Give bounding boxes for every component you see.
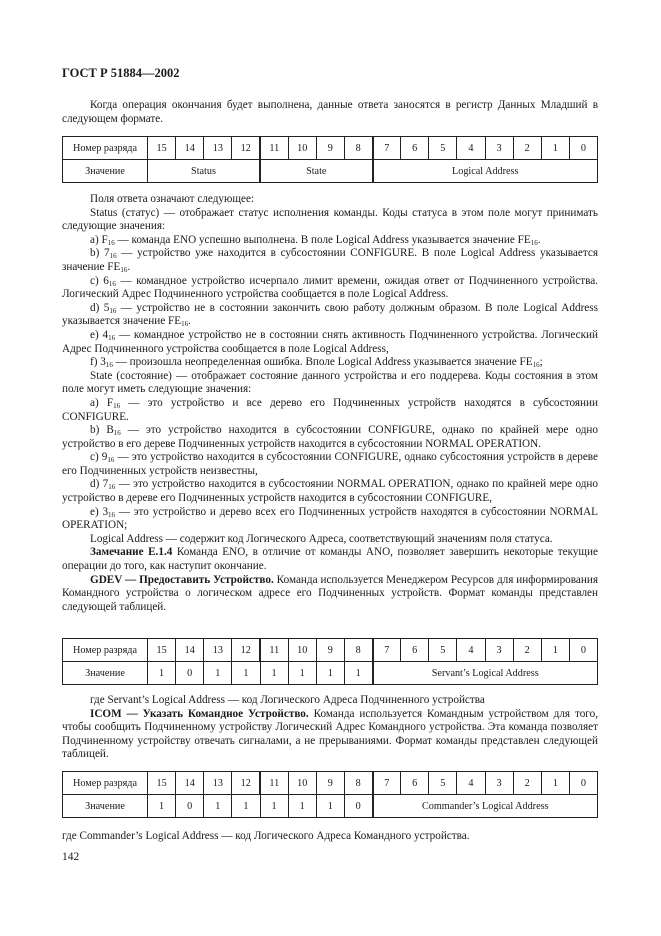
- table-cell: 1: [288, 795, 316, 818]
- list-item: b) $B_{16}$ — это устройство находится в субсостоянии CONFIGURE, однако по крайней мере одно устройство в его дереве Подчиненных устройств находится в субсостоянии NORMAL OPERATION.: [62, 424, 599, 450]
- table-cell: 3: [485, 639, 513, 662]
- table-cell: 8: [344, 137, 372, 160]
- table-cell: 15: [148, 772, 176, 795]
- table-cell: 1: [260, 662, 288, 685]
- table-cell: 11: [260, 772, 288, 795]
- table-cell: 7: [373, 137, 401, 160]
- table-cell: Значение: [63, 795, 148, 818]
- table-cell: 12: [232, 639, 260, 662]
- table-cell: 1: [148, 795, 176, 818]
- table-cell: 7: [373, 772, 401, 795]
- table-row: [63, 662, 598, 685]
- table-cell: 1: [204, 795, 232, 818]
- table-cell: 8: [344, 639, 372, 662]
- table-cell: 11: [260, 639, 288, 662]
- table-cell: Номер разряда: [63, 639, 148, 662]
- table-cell: 4: [457, 772, 485, 795]
- table-cell: Значение: [63, 160, 148, 183]
- table-cell: 13: [204, 772, 232, 795]
- table-cell: 1: [541, 137, 569, 160]
- table-cell: 10: [288, 772, 316, 795]
- table-cell: 1: [260, 795, 288, 818]
- table-cell: 2: [513, 772, 541, 795]
- status-field-cell: Status: [148, 160, 261, 183]
- table-cell: 0: [176, 795, 204, 818]
- table-cell: 0: [569, 772, 597, 795]
- table-cell: 4: [457, 639, 485, 662]
- gdev-format-table: [62, 638, 598, 685]
- list-item: c) $6_{16}$ — командное устройство исчерпало лимит времени, ожидая ответ от Подчиненного устройства. Логический Адрес Подчиненного устройства сообщается в поле Logical Address.: [62, 274, 598, 301]
- state-field-cell: State: [260, 160, 373, 183]
- icom-paragraph: ICOM — Указать Командное Устройство. Команда используется Командным устройством для того, чтобы сообщить Подчиненному устройству Логический Адрес Командного устройства. Эта команда позволяет Подчиненному устройству отвечать сигналами, а не прерываниями. Формат команды представлен следующей таблицей.: [62, 707, 598, 761]
- table-cell: 1: [541, 772, 569, 795]
- list-item: c) $9_{16}$ — это устройство находится в субсостоянии CONFIGURE, однако субсостояния устройств в дереве его Подчиненных устройств неизвестны,: [62, 451, 598, 477]
- logical-address-field-cell: Logical Address: [373, 160, 598, 183]
- table-cell: 12: [232, 772, 260, 795]
- list-item: d) $5_{16}$ — устройство не в состоянии закончить свою работу должным образом. В поле Logical Address указывается значение $FE_{16}$.: [62, 301, 598, 329]
- table-cell: 7: [373, 639, 401, 662]
- table-cell: 12: [232, 137, 260, 160]
- table-row: [63, 795, 598, 818]
- table-row: [63, 137, 598, 160]
- table-cell: 6: [401, 639, 429, 662]
- table-cell: 5: [429, 137, 457, 160]
- table-cell: 1: [148, 662, 176, 685]
- table-cell: Значение: [63, 662, 148, 685]
- table-cell: 1: [204, 662, 232, 685]
- icom-format-table: [62, 771, 598, 818]
- table-cell: 1: [232, 795, 260, 818]
- table-cell: 3: [485, 137, 513, 160]
- table-row: [63, 772, 598, 795]
- table-cell: 9: [316, 639, 344, 662]
- table-cell: 13: [204, 137, 232, 160]
- table-cell: 1: [232, 662, 260, 685]
- list-item: f) $3_{16}$ — произошла неопределенная ошибка. Вполе Logical Address указывается значение $FE_{16}$;: [90, 356, 543, 370]
- table-cell: 0: [176, 662, 204, 685]
- list-item: b) $7_{16}$ — устройство уже находится в субсостоянии CONFIGURE. В поле Logical Address указывается значение $FE_{16}$.: [62, 247, 598, 274]
- table-cell: Номер разряда: [63, 772, 148, 795]
- table-cell: 5: [429, 772, 457, 795]
- table-cell: 5: [429, 639, 457, 662]
- page-number: 142: [62, 851, 80, 863]
- list-item: e) $4_{16}$ — командное устройство не в состоянии снять активность Подчиненного устройства. Логический Адрес Подчиненного устройства сообщается в поле Logical Address,: [62, 328, 598, 355]
- table-cell: 10: [288, 137, 316, 160]
- table-cell: Номер разряда: [63, 137, 148, 160]
- table-cell: 1: [288, 662, 316, 685]
- table-cell: 0: [344, 795, 372, 818]
- table-cell: 2: [513, 137, 541, 160]
- list-item: e) $3_{16}$ — это устройство и дерево всех его Подчиненных устройств находятся в субсостоянии NORMAL OPERATION;: [62, 505, 598, 532]
- table-cell: 1: [541, 639, 569, 662]
- table-cell: 9: [316, 772, 344, 795]
- standard-header: ГОСТ Р 51884—2002: [62, 66, 180, 80]
- gdev-paragraph: GDEV — Предоставить Устройство. Команда используется Менеджером Ресурсов для информирования Командного устройства о логическом адресе его Подчиненных устройств. Формат команды представлен следующей таблицей.: [62, 573, 598, 613]
- table-cell: 1: [316, 795, 344, 818]
- list-item: a) $F_{16}$ — команда ENO успешно выполнена. В поле Logical Address указывается значение $FE_{16}$.: [90, 233, 541, 247]
- table-cell: 15: [148, 137, 176, 160]
- table-cell: 4: [457, 137, 485, 160]
- intro-paragraph: Когда операция окончания будет выполнена, данные ответа заносятся в регистр Данных Младший в следующем формате.: [62, 99, 598, 125]
- response-format-table: [62, 136, 598, 183]
- note-paragraph: Замечание Е.1.4 Команда ENO, в отличие от команды ANO, позволяет завершить некоторые текущие операции до того, как наступит окончание.: [62, 546, 599, 573]
- closing-line: где Commander’s Logical Address — код Логического Адреса Командного устройства.: [62, 830, 470, 842]
- table-cell: 2: [513, 639, 541, 662]
- table-cell: 9: [316, 137, 344, 160]
- table-cell: 14: [176, 639, 204, 662]
- icom-block: где Servant’s Logical Address — код Логического Адреса Подчиненного устройства ICOM — Указать Командное Устройство. Команда используется Командным устройством для того, чтобы сообщить Подчиненному устройству Логический Адрес Командного устройства. Эта команда позволяет Подчиненному устройству отвечать сигналами, а не прерываниями. Формат команды представлен следующей таблицей.: [62, 694, 598, 761]
- table-cell: 0: [569, 137, 597, 160]
- field-description-block: Поля ответа означают следующее: Status (статус) — отображает статус исполнения команды. Коды статуса в этом поле могут принимать следующие значения: a) $F_{16}$ — команда ENO успешно выполнена. В поле Logical Address указывается значение $FE_{16}$. b) $7_{16}$ — устройство уже находится в субсостоянии CONFIGURE. В поле Logical Address указывается значение $FE_{16}$. c) $6_{16}$ — командное устройство исчерпало лимит времени, ожидая ответ от Подчиненного устройства. Логический Адрес Подчиненного устройства сообщается в поле Logical Address. d) $5_{16}$ — устройство не в состоянии закончить свою работу должным образом. В поле Logical Address указывается значение $FE_{16}$. e) $4_{16}$ — командное устройство не в состоянии снять активность Подчиненного устройства. Логический Адрес Подчиненного устройства сообщается в поле Logical Address, f) $3_{16}$ — произошла неопределенная ошибка. Вполе Logical Address указывается значение $FE_{16}$; State (состояние) — отображает состояние данного устройства и его поддерева. Коды состояния в этом поле могут иметь следующие значения: a) $F_{16}$ — это устройство и все дерево его Подчиненных устройств находятся в субсостоянии CONFIGURE. b) $B_{16}$ — это устройство находится в субсостоянии CONFIGURE, однако по крайней мере одно устройство в его дереве Подчиненных устройств находится в субсостоянии NORMAL OPERATION. c) $9_{16}$ — это устройство находится в субсостоянии CONFIGURE, однако субсостояния устройств в дереве его Подчиненных устройств неизвестны, d) $7_{16}$ — это устройство находится в субсостоянии NORMAL OPERATION, однако по крайней мере одно устройство в дереве его Подчиненных устройств находится в субсостоянии CONFIGURE, e) $3_{16}$ — это устройство и дерево всех его Подчиненных устройств находятся в субсостоянии NORMAL OPERATION; Logical Address — содержит код Логического Адреса, соответствующий значениям поля статуса. Замечание Е.1.4 Команда ENO, в отличие от команды ANO, позволяет завершить некоторые текущие операции до того, как наступит окончание. GDEV — Предоставить Устройство. Команда используется Менеджером Ресурсов для информирования Командного устройства о логическом адресе его Подчиненных устройств. Формат команды представлен следующей таблицей.: [62, 193, 599, 613]
- table-cell: 11: [260, 137, 288, 160]
- table-cell: 3: [485, 772, 513, 795]
- table-cell: 1: [316, 662, 344, 685]
- list-item: d) $7_{16}$ — это устройство находится в субсостоянии NORMAL OPERATION, однако по крайней мере одно устройство в дереве его Подчиненных устройств находится в субсостоянии CONFIGURE,: [62, 478, 598, 505]
- table-cell: 10: [288, 639, 316, 662]
- table-cell: 0: [569, 639, 597, 662]
- table-row: [63, 639, 598, 662]
- table-cell: 15: [148, 639, 176, 662]
- table-cell: 14: [176, 137, 204, 160]
- table-row: [63, 160, 598, 183]
- table-cell: 6: [401, 772, 429, 795]
- table-cell: 14: [176, 772, 204, 795]
- logical-address-field-cell: Commander’s Logical Address: [373, 795, 598, 818]
- logical-address-field-cell: Servant’s Logical Address: [373, 662, 598, 685]
- table-cell: 6: [401, 137, 429, 160]
- list-item: a) $F_{16}$ — это устройство и все дерево его Подчиненных устройств находятся в субсостоянии CONFIGURE.: [62, 396, 599, 423]
- table-cell: 1: [344, 662, 372, 685]
- table-cell: 13: [204, 639, 232, 662]
- table-cell: 8: [344, 772, 372, 795]
